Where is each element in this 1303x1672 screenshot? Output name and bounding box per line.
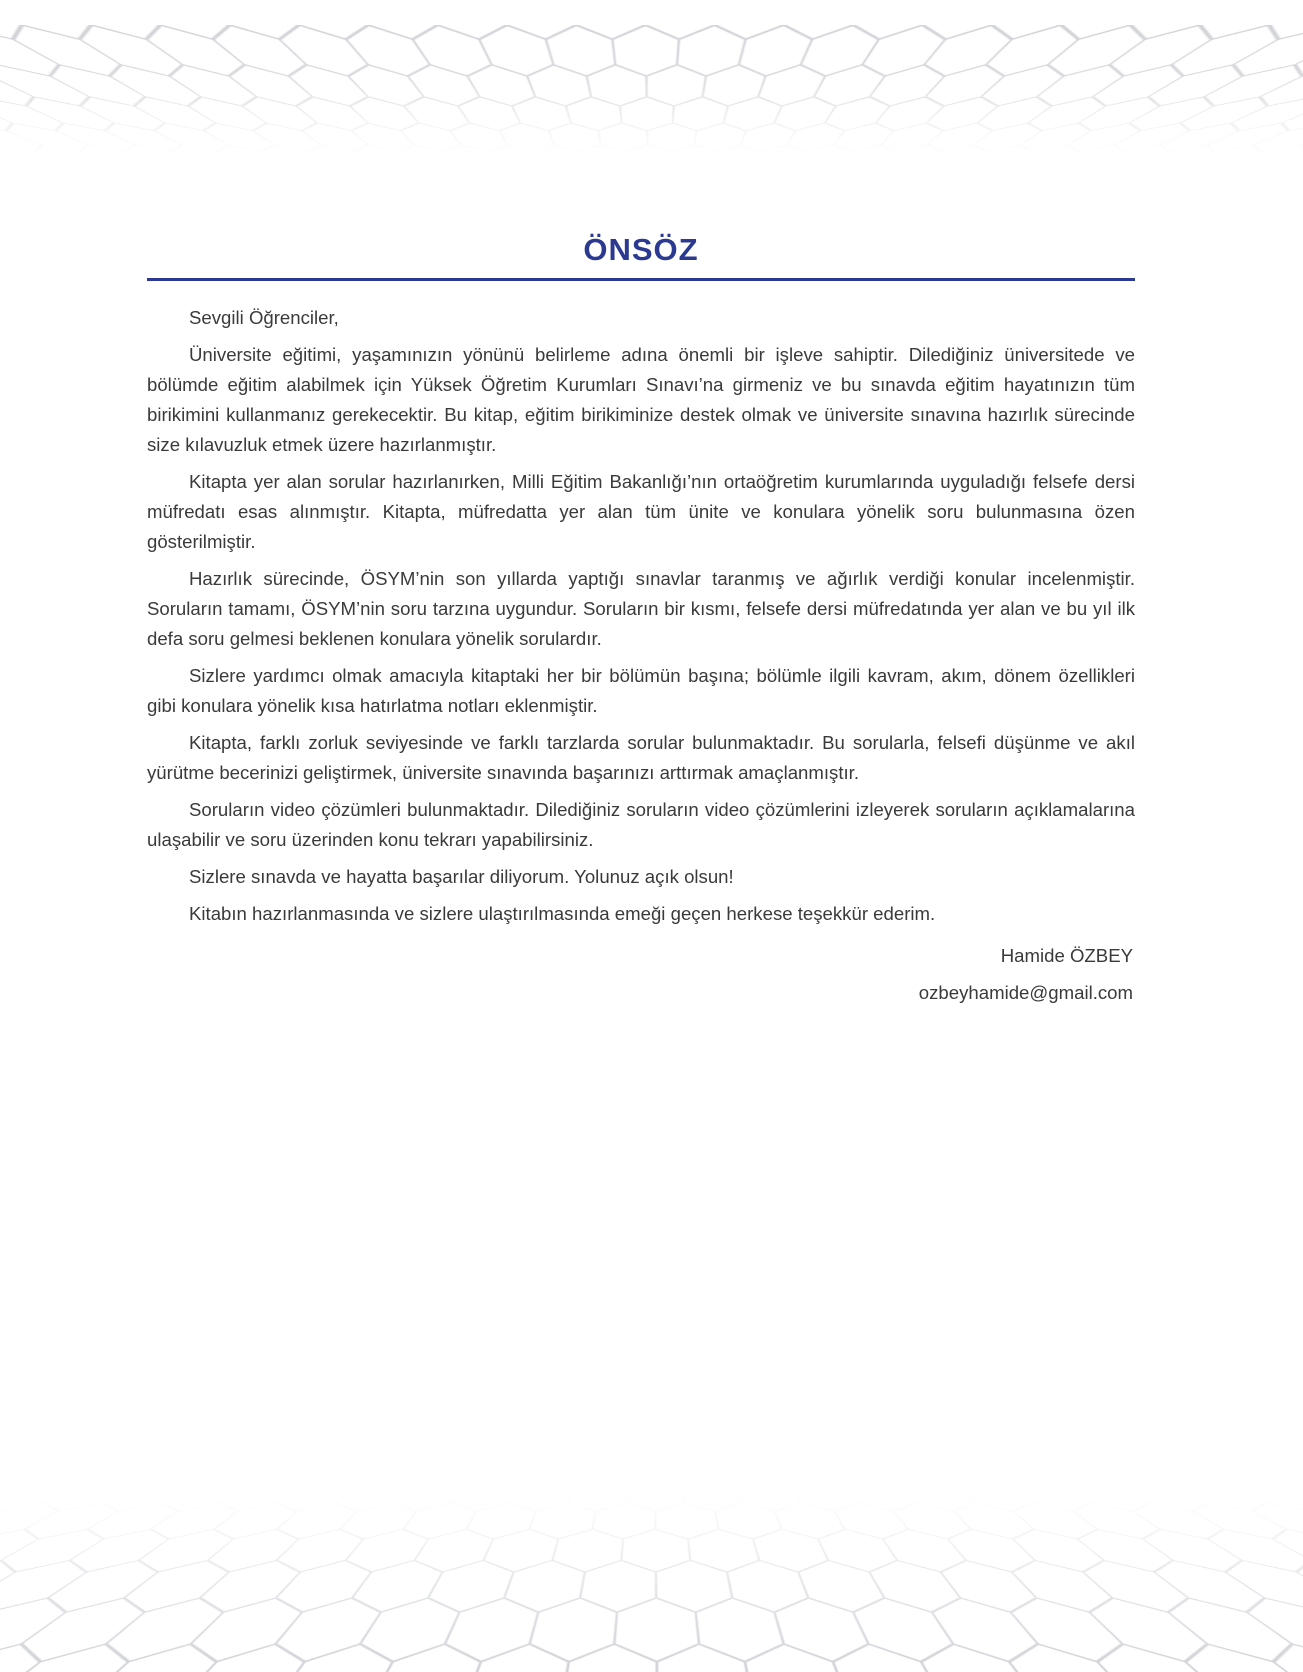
greeting-line: Sevgili Öğrenciler, xyxy=(189,307,339,328)
page-title: ÖNSÖZ xyxy=(583,232,699,267)
signature-email: ozbeyhamide@gmail.com xyxy=(918,982,1133,1003)
signature-name: Hamide ÖZBEY xyxy=(1000,945,1133,966)
preface-paragraph: Kitabın hazırlanmasında ve sizlere ulaştırılmasında emeği geçen herkese teşekkür ederim. xyxy=(189,903,936,924)
preface-content xyxy=(147,0,1135,1008)
hexagon-pattern-bottom xyxy=(0,1494,1303,1672)
preface-paragraph: Hazırlık sürecinde, ÖSYM’nin son yıllarda yaptığı sınavlar taranmış ve ağırlık verdiği konular incelenmiştir. Soruların tamamı, ÖSYM’nin soru tarzına uygundur. Soruların bir kısmı, felsefe dersi müfredatında yer alan ve bu yıl ilk defa soru gelmesi beklenen konulara yönelik sorulardır. xyxy=(147,568,1135,649)
preface-paragraph: Soruların video çözümleri bulunmaktadır. Dilediğiniz soruların video çözümlerini izleyerek soruların açıklamalarına ulaşabilir ve soru üzerinden konu tekrarı yapabilirsiniz. xyxy=(147,799,1135,850)
preface-paragraph: Sizlere yardımcı olmak amacıyla kitaptaki her bir bölümün başına; bölümle ilgili kavram, akım, dönem özellikleri gibi konulara yönelik kısa hatırlatma notları eklenmiştir. xyxy=(147,665,1135,716)
preface-paragraph: Kitapta yer alan sorular hazırlanırken, Milli Eğitim Bakanlığı’nın ortaöğretim kurumlarında uyguladığı felsefe dersi müfredatı esas alınmıştır. Kitapta, müfredatta yer alan tüm ünite ve konulara yönelik soru bulunmasına özen gösterilmiştir. xyxy=(147,471,1135,552)
preface-paragraph: Kitapta, farklı zorluk seviyesinde ve farklı tarzlarda sorular bulunmaktadır. Bu sorularla, felsefi düşünme ve akıl yürütme becerinizi geliştirmek, üniversite sınavında başarınızı arttırmak amaçlanmıştır. xyxy=(147,732,1135,783)
title-underline xyxy=(147,278,1135,281)
preface-paragraph: Sizlere sınavda ve hayatta başarılar diliyorum. Yolunuz açık olsun! xyxy=(189,866,734,887)
preface-paragraph: Üniversite eğitimi, yaşamınızın yönünü belirleme adına önemli bir işleve sahiptir. Dilediğiniz üniversitede ve bölümde eğitim alabilmek için Yüksek Öğretim Kurumları Sınavı’na girmeniz ve bu sınavda eğitim hayatınızın tüm birikimini kullanmanız gerekecektir. Bu kitap, eğitim birikiminize destek olmak ve üniversite sınavına hazırlık sürecinde size kılavuzluk etmek üzere hazırlanmıştır. xyxy=(147,344,1135,455)
